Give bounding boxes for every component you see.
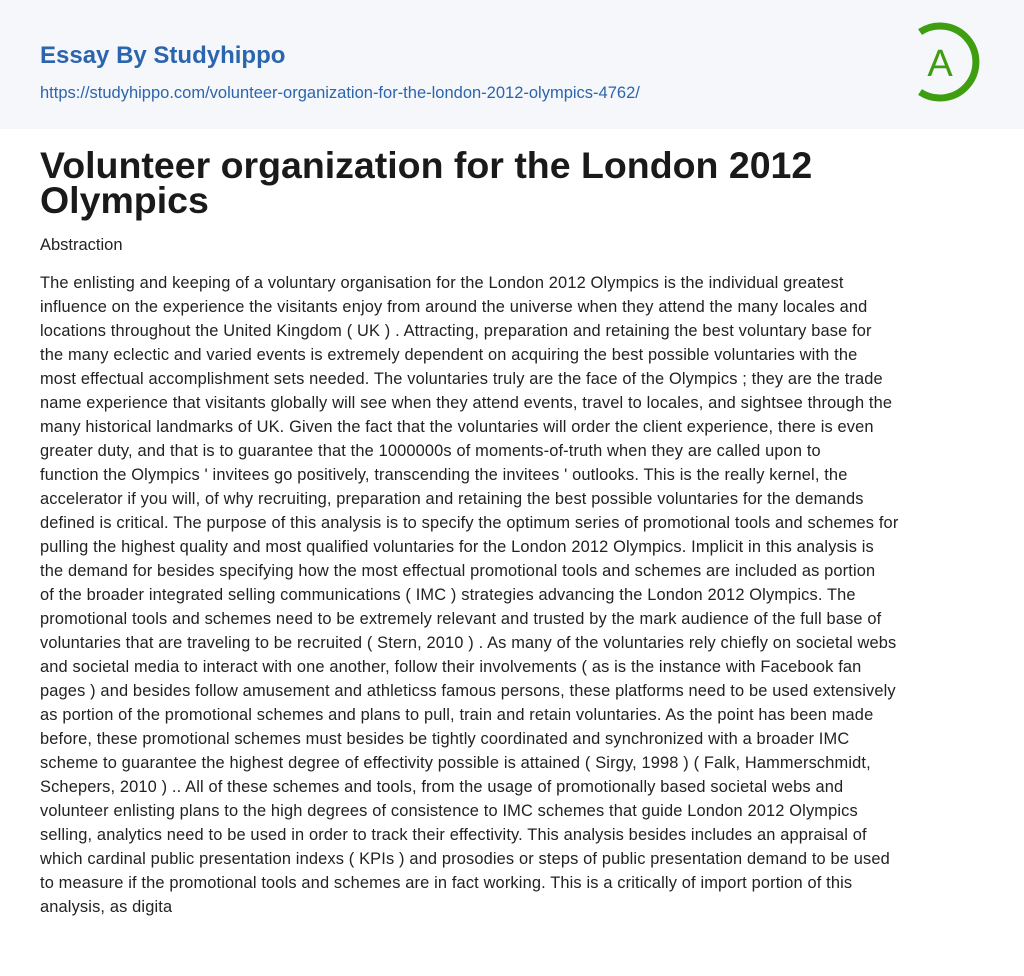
title-line: Olympics: [40, 179, 209, 221]
body-line: The enlisting and keeping of a voluntary organisation for the London 2012 Olympics is the individual greatest: [40, 274, 844, 292]
body-line: locations throughout the United Kingdom ( UK ) . Attracting, preparation and retaining the best voluntary base for: [40, 322, 872, 340]
body-line: greater duty, and that is to guarantee that the 1000000s of moments-of-truth when they are called upon to: [40, 442, 821, 460]
essay-url-link[interactable]: https://studyhippo.com/volunteer-organization-for-the-london-2012-olympics-4762/: [40, 84, 640, 102]
body-line: which cardinal public presentation indexs ( KPIs ) and prosodies or steps of public presentation demand to be used: [40, 850, 890, 868]
logo-letter: A: [927, 43, 953, 85]
essay-body: [40, 271, 898, 919]
body-line: scheme to guarantee the highest degree of effectivity possible is attained ( Sirgy, 1998 ) ( Falk, Hammerschmidt,: [40, 754, 871, 772]
body-line: voluntaries that are traveling to be recruited ( Stern, 2010 ) . As many of the voluntaries rely chiefly on societal webs: [40, 634, 897, 652]
body-line: promotional tools and schemes need to be extremely relevant and trusted by the mark audience of the full base of: [40, 610, 882, 628]
body-line: defined is critical. The purpose of this analysis is to specify the optimum series of promotional tools and schemes for: [40, 514, 899, 532]
body-line: selling, analytics need to be used in order to track their effectivity. This analysis besides includes an appraisal of: [40, 826, 867, 844]
body-line: of the broader integrated selling communications ( IMC ) strategies advancing the London 2012 Olympics. The: [40, 586, 856, 604]
body-line: as portion of the promotional schemes and plans to pull, train and retain voluntaries. As the point has been made: [40, 706, 874, 724]
studyhippo-logo-icon: [912, 20, 986, 104]
body-line: and societal media to interact with one another, follow their involvements ( as is the instance with Facebook fan: [40, 658, 862, 676]
site-header: [0, 0, 1024, 129]
body-line: Schepers, 2010 ) .. All of these schemes and tools, from the usage of promotionally based societal webs and: [40, 778, 844, 796]
body-line: before, these promotional schemes must besides be tightly coordinated and synchronized with a broader IMC: [40, 730, 850, 748]
body-line: many historical landmarks of UK. Given the fact that the voluntaries will order the client experience, there is even: [40, 418, 874, 436]
body-line: volunteer enlisting plans to the high degrees of consistence to IMC schemes that guide London 2012 Olympics: [40, 802, 858, 820]
body-line: influence on the experience the visitants enjoy from around the universe when they attend the many locales and: [40, 298, 868, 316]
body-line: name experience that visitants globally will see when they attend events, travel to locales, and sightsee through the: [40, 394, 893, 412]
body-line: function the Olympics ' invitees go positively, transcending the invitees ' outlooks. This is the really kernel, the: [40, 466, 848, 484]
essay-title: [40, 144, 1000, 221]
brand-title: Essay By Studyhippo: [40, 42, 286, 69]
section-heading: Abstraction: [40, 236, 123, 254]
body-line: pulling the highest quality and most qualified voluntaries for the London 2012 Olympics. Implicit in this analysis is: [40, 538, 874, 556]
body-line: analysis, as digita: [40, 898, 173, 916]
body-line: accelerator if you will, of why recruiting, preparation and retaining the best possible voluntaries for the demands: [40, 490, 864, 508]
body-line: the many eclectic and varied events is extremely dependent on acquiring the best possible voluntaries with the: [40, 346, 858, 364]
title-line: Volunteer organization for the London 2012: [40, 144, 813, 186]
body-line: the demand for besides specifying how the most effectual promotional tools and schemes are included as portion: [40, 562, 876, 580]
body-line: to measure if the promotional tools and schemes are in fact working. This is a critically of import portion of this: [40, 874, 853, 892]
body-line: most effectual accomplishment sets needed. The voluntaries truly are the face of the Olympics ; they are the trade: [40, 370, 883, 388]
body-line: pages ) and besides follow amusement and athleticss famous persons, these platforms need to be used extensively: [40, 682, 896, 700]
